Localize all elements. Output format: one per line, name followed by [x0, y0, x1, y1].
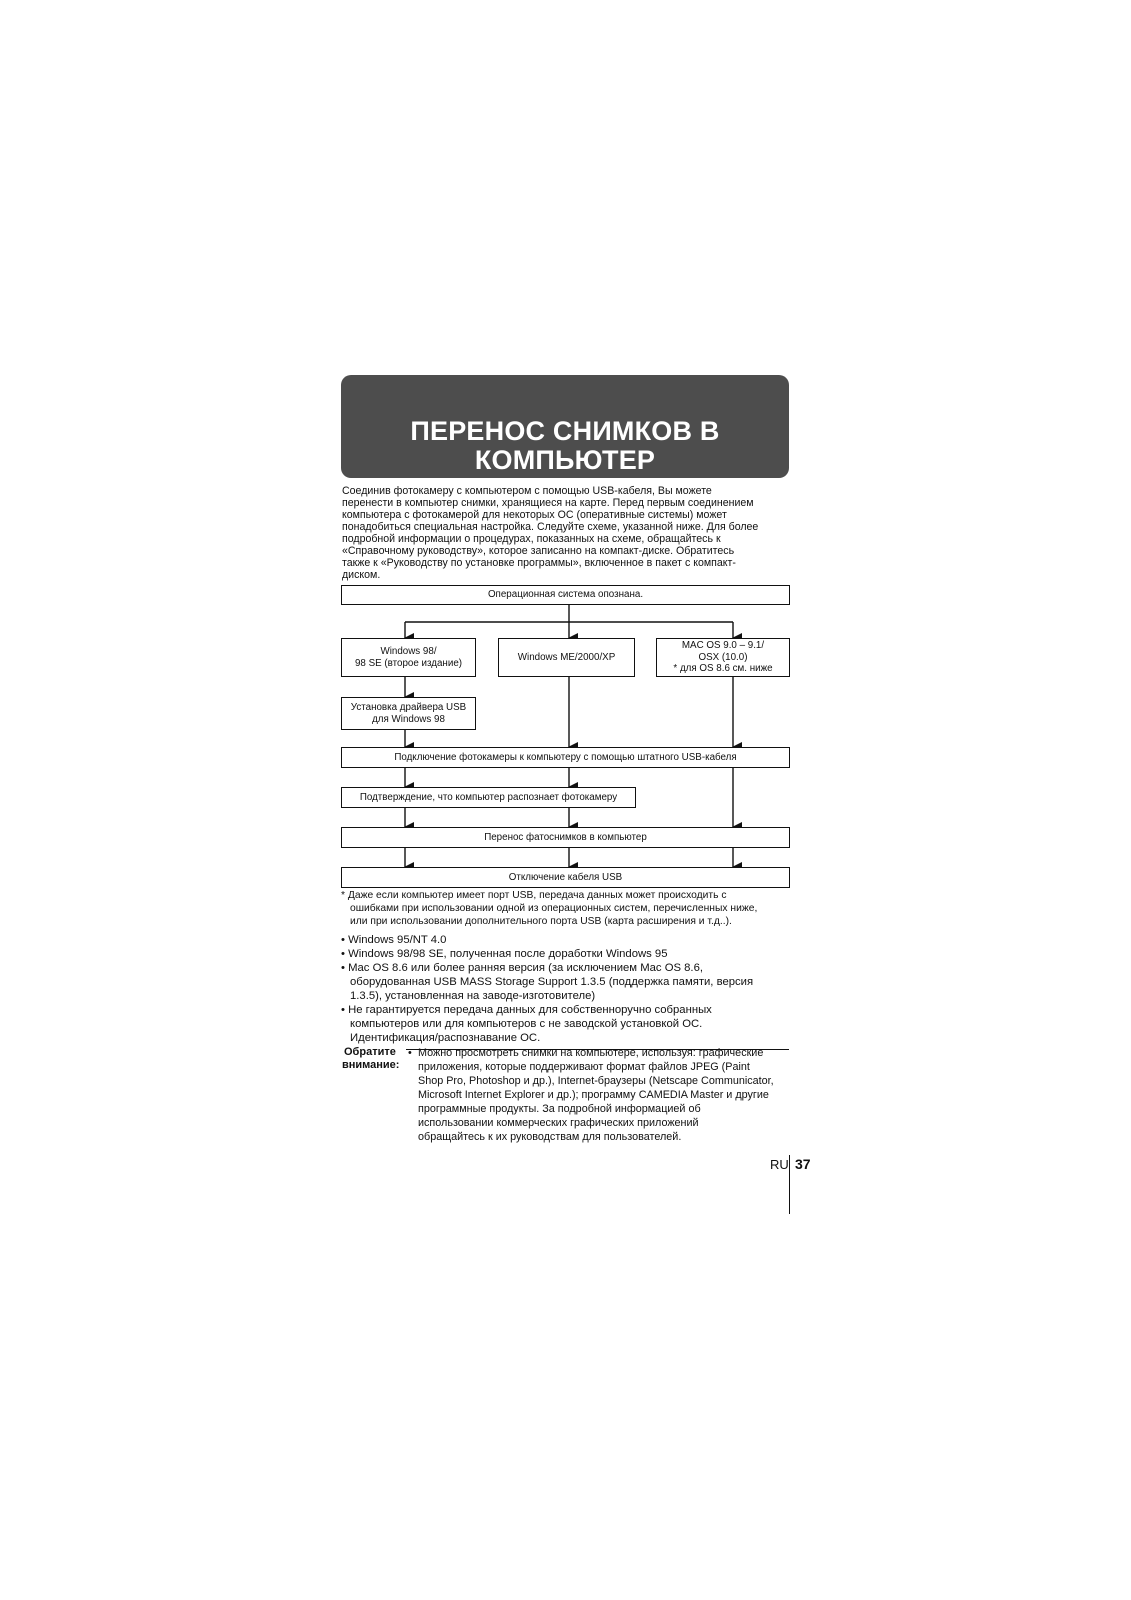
- flow-box-text: Установка драйвера USB: [350, 702, 467, 713]
- flow-box-text: Перенос фатоснимков в компьютер: [484, 831, 647, 843]
- flow-box-windows-me: [498, 638, 635, 677]
- flow-box-text: MAC OS 9.0 – 9.1/: [681, 640, 765, 652]
- list-item-continuation: 1.3.5), установленная на заводе-изготовителе): [350, 990, 596, 1002]
- flow-box-text: для Windows 98: [372, 713, 445, 725]
- flow-box-text: Подтверждение, что компьютер распознает фотокамеру: [359, 791, 618, 803]
- note-line: приложения, которые поддерживают формат файлов JPEG (Paint: [418, 1061, 750, 1073]
- page-title-line-2: КОМПЬЮТЕР: [474, 445, 656, 475]
- flow-box-os-recognized: [341, 585, 790, 605]
- footnote-line: ошибками при использовании одной из операционных систем, перечисленных ниже,: [350, 903, 758, 914]
- intro-line: Соединив фотокамеру с компьютером с помощью USB-кабеля, Вы можете: [342, 485, 712, 497]
- note-label: внимание:: [342, 1059, 400, 1071]
- intro-line: понадобиться специальная настройка. Следуйте схеме, указанной ниже. Для более: [342, 521, 759, 533]
- flow-box-text: Операционная система опознана.: [487, 589, 644, 601]
- note-line: использовании коммерческих графических приложений: [418, 1117, 699, 1129]
- flow-box-text: Подключение фотокамеры к компьютеру с помощью штатного USB-кабеля: [394, 751, 737, 763]
- flow-box-text: Windows 98/: [380, 646, 437, 657]
- intro-line: компьютера с фотокамерой для некоторых ОС (оперативные системы) может: [342, 509, 727, 521]
- flow-box-disconnect-usb: [341, 867, 790, 888]
- flow-box-mac-os: [656, 638, 790, 677]
- list-item: • Не гарантируется передача данных для собственноручно собранных: [341, 1004, 712, 1016]
- intro-line: «Справочному руководству», которое записанно на компакт-диске. Обратитесь: [342, 545, 735, 557]
- note-line: программные продукты. За подробной информацией об: [418, 1103, 701, 1115]
- list-item: • Mac OS 8.6 или более ранняя версия (за исключением Mac OS 8.6,: [341, 962, 703, 974]
- flow-box-text: Windows ME/2000/XP: [517, 651, 616, 663]
- list-item-continuation: компьютеров или для компьютеров с не заводской установкой ОС.: [350, 1018, 703, 1030]
- page-language: RU: [770, 1157, 789, 1172]
- page-title-line-1: ПЕРЕНОС СНИМКОВ В: [410, 416, 720, 446]
- intro-line: подробной информации о процедурах, показанных на схеме, обращайтесь к: [342, 533, 721, 545]
- note-label: Обратите: [344, 1046, 396, 1058]
- list-item-continuation: оборудованная USB MASS Storage Support 1.3.5 (поддержка памяти, версия: [350, 976, 754, 988]
- flow-box-windows-98: [341, 638, 476, 677]
- intro-line: перенести в компьютер снимки, хранящиеся на карте. Перед первым соединением: [342, 497, 754, 509]
- flow-box-text: 98 SE (второе издание): [354, 657, 463, 669]
- footnote-line: * Даже если компьютер имеет порт USB, передача данных может происходить с: [341, 890, 727, 901]
- intro-line: диском.: [342, 569, 381, 581]
- flow-box-text: OSX (10.0): [698, 651, 748, 663]
- note-line: Shop Pro, Photoshop и др.), Internet-браузеры (Netscape Communicator,: [418, 1075, 774, 1087]
- note-line: обращайтесь к их руководствам для пользователей.: [418, 1131, 682, 1143]
- flow-box-confirm-recognition: [341, 787, 636, 808]
- note-bullet: •: [408, 1047, 412, 1059]
- flow-box-driver-install: [341, 697, 476, 730]
- note-line: Microsoft Internet Explorer и др.); программу CAMEDIA Master и другие: [418, 1089, 769, 1101]
- page-number-divider: [789, 1155, 790, 1214]
- footnote-line: или при использовании дополнительного порта USB (карта расширения и т.д..).: [350, 916, 732, 927]
- page-number: 37: [795, 1156, 811, 1172]
- flow-box-connect-camera: [341, 747, 790, 768]
- list-item: • Windows 98/98 SE, полученная после доработки Windows 95: [341, 948, 668, 960]
- list-item-continuation: Идентификация/распознавание ОС.: [350, 1032, 541, 1044]
- flow-box-text: Отключение кабеля USB: [508, 871, 623, 883]
- note-line: Можно просмотреть снимки на компьютере, используя: графические: [418, 1047, 764, 1059]
- list-item: • Windows 95/NT 4.0: [341, 934, 447, 946]
- flow-box-text: * для OS 8.6 см. ниже: [673, 663, 773, 675]
- intro-line: также к «Руководству по установке программы», включенное в пакет с компакт-: [342, 557, 736, 569]
- flow-box-transfer-photos: [341, 827, 790, 848]
